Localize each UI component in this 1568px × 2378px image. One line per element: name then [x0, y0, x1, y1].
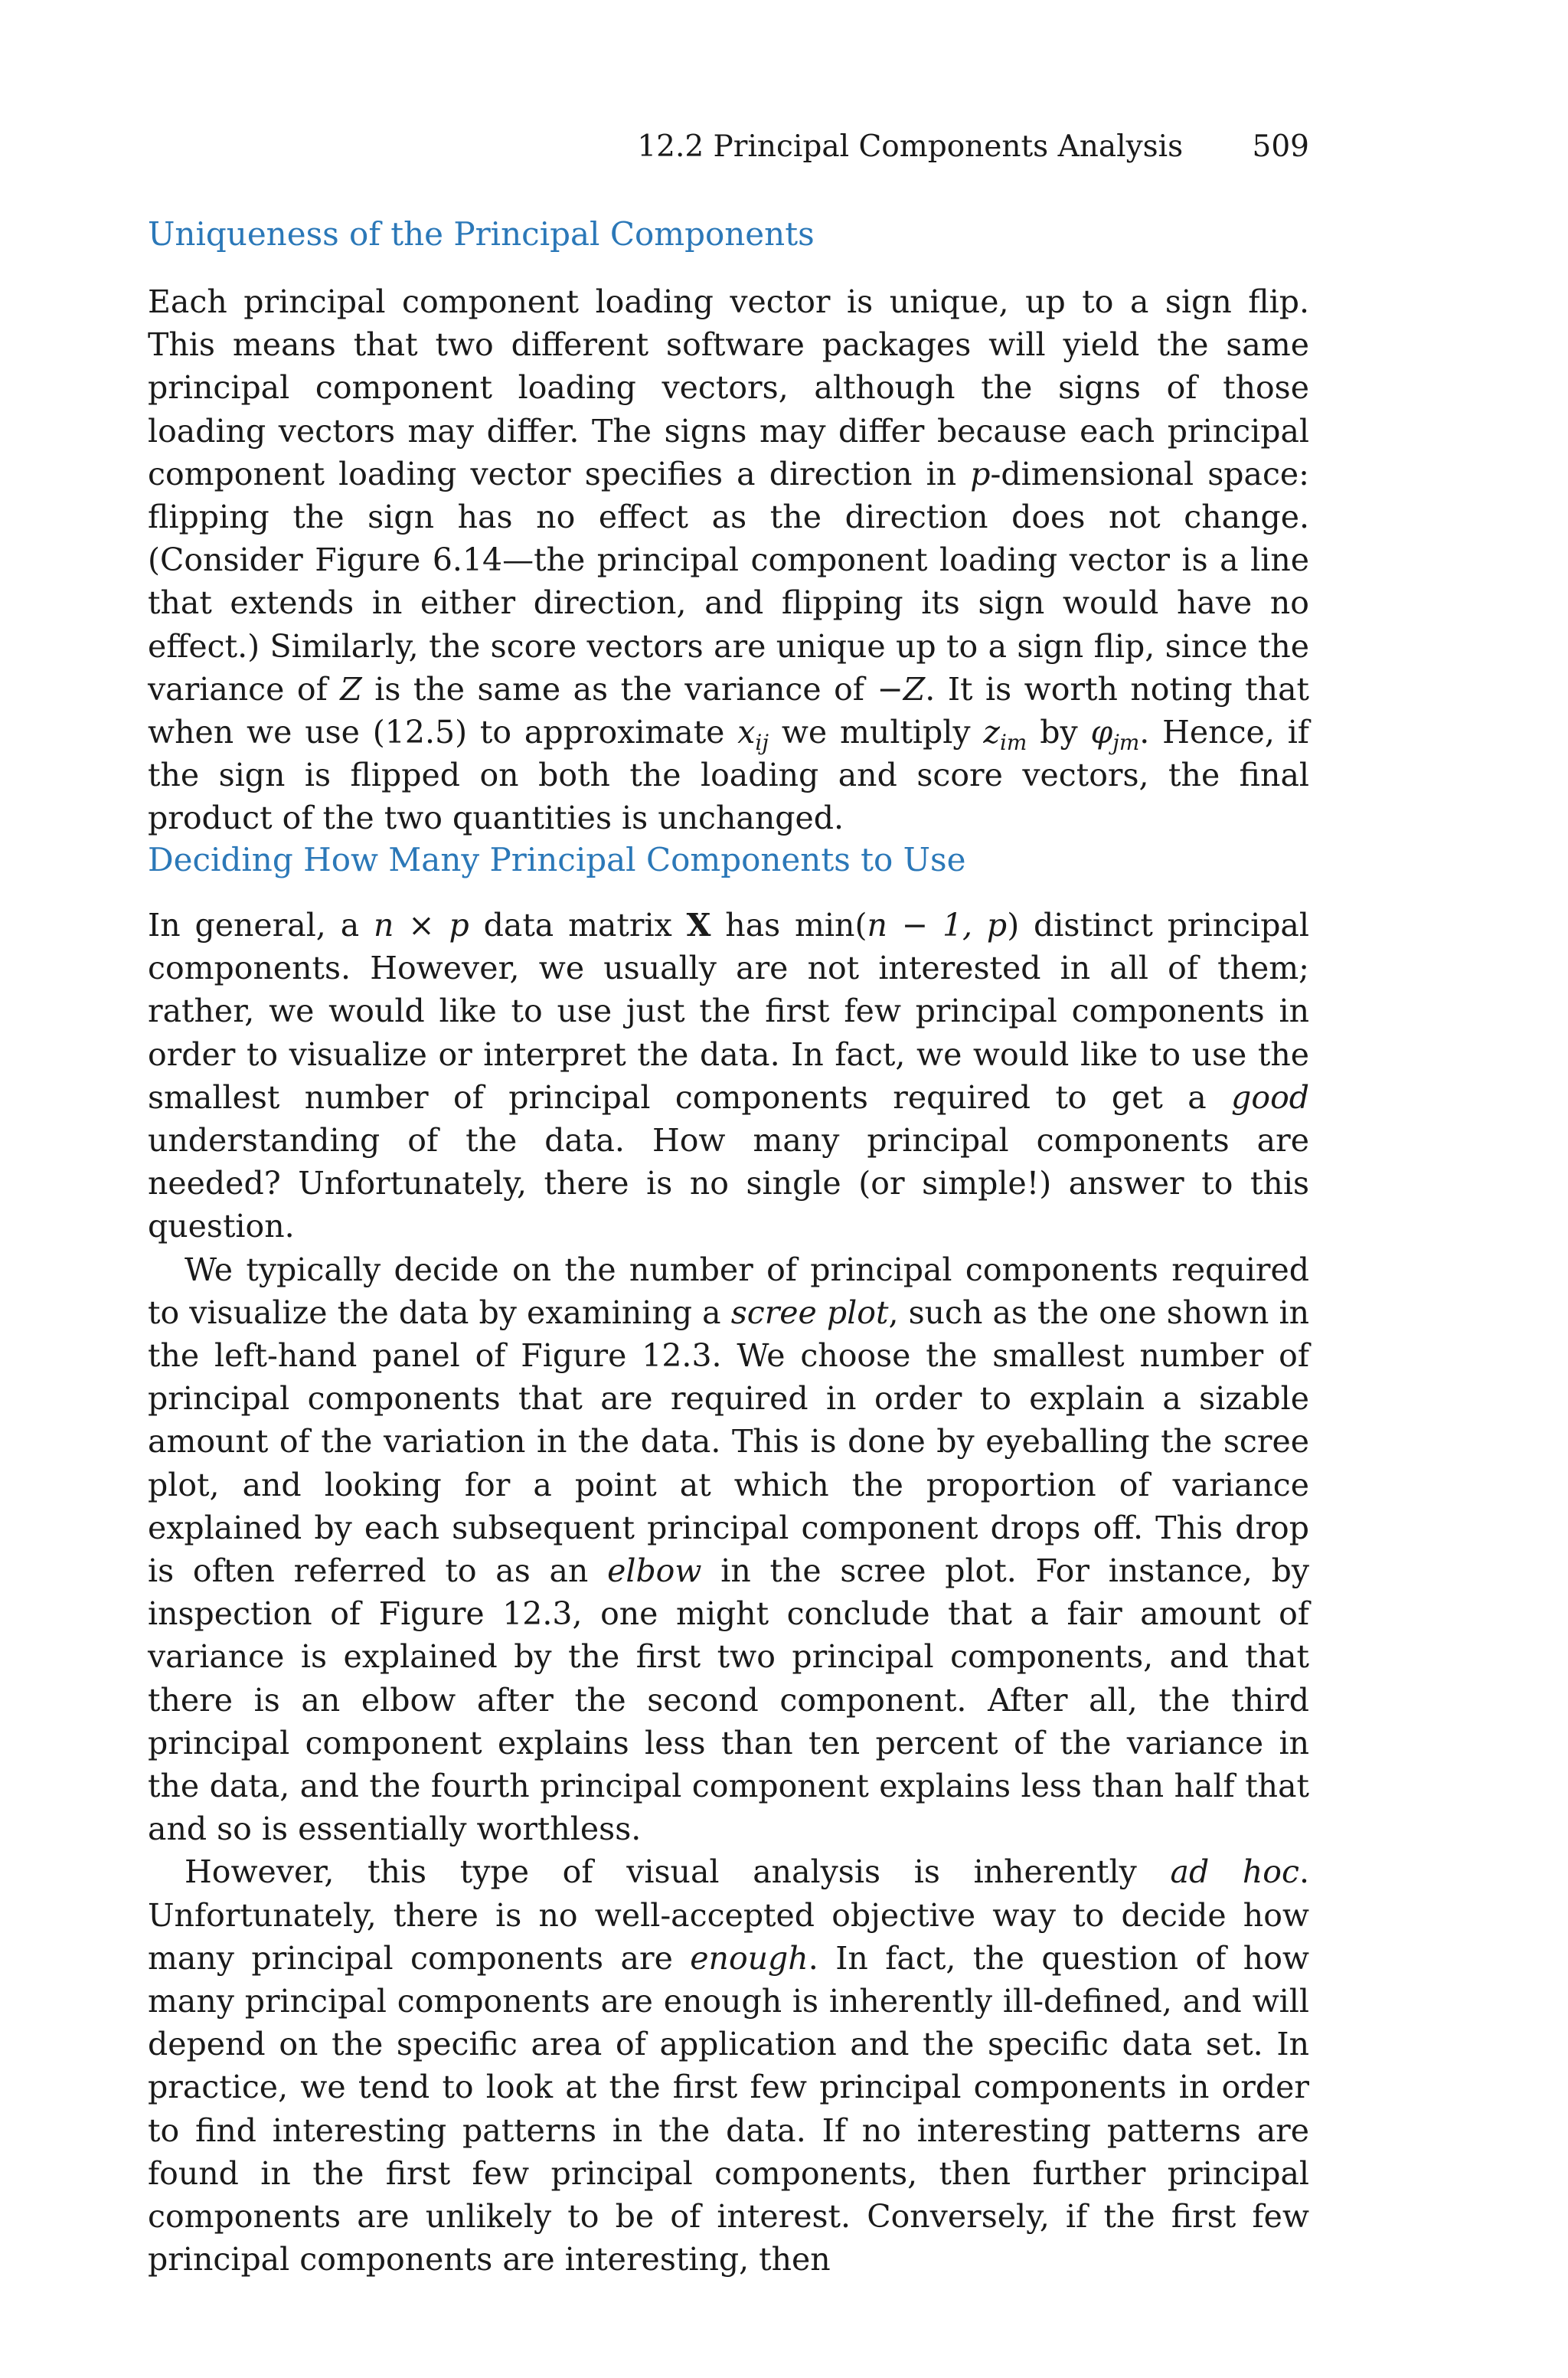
section-heading-uniqueness: Uniqueness of the Principal Components: [148, 215, 815, 253]
emphasis-elbow: elbow: [607, 1552, 702, 1590]
section-heading-how-many: Deciding How Many Principal Components to Use: [148, 841, 966, 878]
paragraph-how-many-1: In general, a n × p data matrix X has min(n − 1, p) distinct principal components. However, we usually are not interested in all of them; rather, we would like to use just the first few principal components in order to visualize or interpret the data. In fact, we would like to use the smallest number of principal components required to get a good understanding of the data. How many principal components are needed? Unfortunately, there is no single (or simple!) answer to this question.: [148, 907, 1309, 1245]
section-uniqueness-body: [148, 280, 1309, 840]
math-p: p: [970, 455, 991, 492]
emphasis-scree-plot: scree plot: [730, 1294, 889, 1331]
math-matrix-x: X: [686, 907, 711, 944]
paragraph-uniqueness: Each principal component loading vector is unique, up to a sign flip. This means that two different software packages will yield the same principal component loading vectors, although the signs of those loading vectors may differ. The signs may differ because each principal component loading vector specifies a direction in p-dimensional space: flipping the sign has no effect as the direction does not change. (Consider Figure 6.14—the principal component loading vector is a line that extends in either direction, and flipping its sign would have no effect.) Similarly, the score vectors are unique up to a sign flip, since the variance of Z is the same as the variance of −Z. It is worth noting that when we use (12.5) to approximate $x_{ij}$ we multiply $z_{im}$ by $\varphi_{jm}$. Hence, if the sign is flipped on both the loading and score vectors, the final product of the two quantities is unchanged.: [148, 283, 1309, 837]
paragraph-how-many-3: However, this type of visual analysis is inherently ad hoc. Unfortunately, there is no well-accepted objective way to decide how many principal components are enough. In fact, the question of how many principal components are enough is inherently ill-defined, and will depend on the specific area of application and the specific data set. In practice, we tend to look at the first few principal components in order to find interesting patterns in the data. If no interesting patterns are found in the first few principal components, then further principal components are unlikely to be of interest. Conversely, if the first few principal components are interesting, then: [148, 1853, 1310, 2278]
section-how-many-body: [148, 904, 1309, 2282]
section-uniqueness: [148, 213, 1309, 256]
math-z: Z: [340, 670, 362, 708]
math-neg-z: −Z: [877, 670, 926, 708]
paragraph-how-many-2: We typically decide on the number of principal components required to visualize the data by examining a scree plot, such as the one shown in the left-hand panel of Figure 12.3. We choose the smallest number of principal components that are required in order to explain a sizable amount of the variation in the data. This is done by eyeballing the scree plot, and looking for a point at which the proportion of variance explained by each subsequent principal component drops off. This drop is often referred to as an elbow in the scree plot. For instance, by inspection of Figure 12.3, one might conclude that a fair amount of variance is explained by the first two principal components, and that there is an elbow after the second component. After all, the third principal component explains less than ten percent of the variance in the data, and the fourth principal component explains less than half that and so is essentially worthless.: [148, 1251, 1309, 1848]
emphasis-enough: enough: [690, 1939, 808, 1977]
math-x-ij: $x_{ij}$: [737, 714, 769, 756]
running-head-title: 12.2 Principal Components Analysis: [637, 129, 1184, 164]
math-z-im: $z_{im}$: [983, 714, 1027, 756]
emphasis-ad-hoc: ad hoc: [1170, 1853, 1299, 1891]
math-n-by-p: n × p: [374, 907, 469, 944]
math-min-args: n − 1, p: [867, 907, 1008, 944]
math-phi-jm: $\varphi_{jm}$: [1090, 714, 1140, 756]
page-number: 509: [1252, 129, 1309, 164]
emphasis-good: good: [1231, 1078, 1309, 1116]
section-how-many: [148, 839, 1309, 882]
running-head: [637, 129, 1309, 165]
